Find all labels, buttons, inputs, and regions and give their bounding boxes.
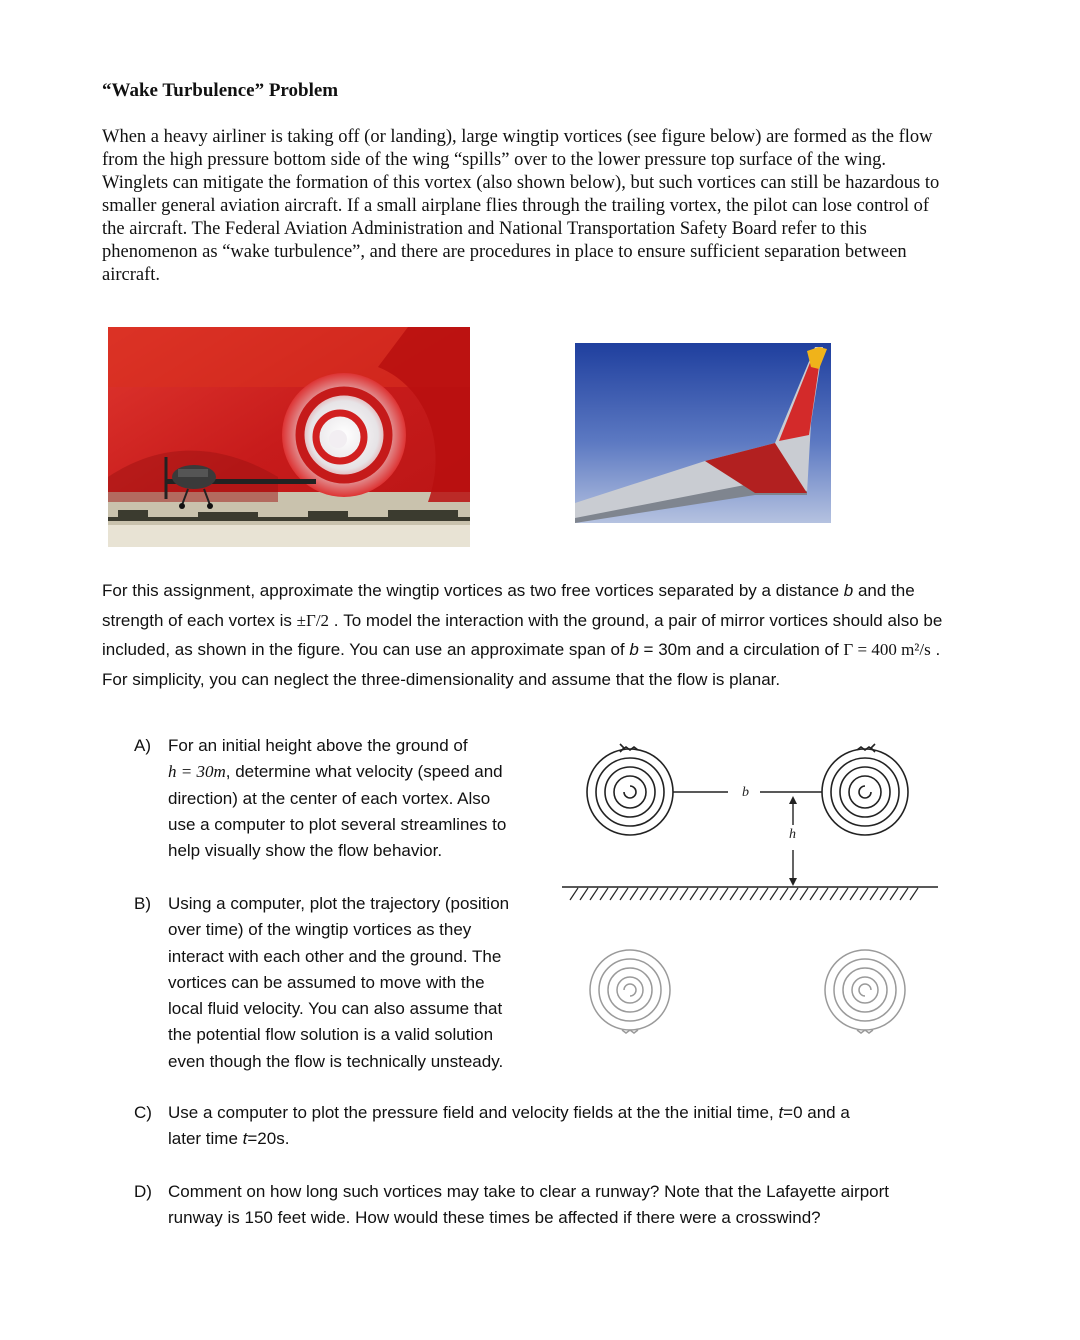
part-d-line-2: runway is 150 feet wide. How would these times be affected if there were a crosswind? xyxy=(168,1208,821,1228)
part-b-line-2: over time) of the wingtip vortices as they xyxy=(168,920,472,940)
part-b-line-6: the potential flow solution is a valid solution xyxy=(168,1025,494,1045)
assignment-text-5: . For simplicity, you can neglect the three-dimensionality and assume that the flow is planar. xyxy=(102,640,941,689)
assignment-text-2: and the strength of each vortex is xyxy=(102,581,915,630)
part-c-label: C) xyxy=(134,1103,152,1122)
assignment-text-4: = 30m and a circulation of xyxy=(638,640,844,659)
part-b-line-5: local fluid velocity. You can also assume that xyxy=(168,999,503,1019)
part-b-line-7: even though the flow is technically unsteady. xyxy=(168,1051,504,1071)
part-a-line-3: direction) at the center of each vortex. Also xyxy=(168,788,491,808)
time-symbol-2: t xyxy=(242,1129,248,1149)
left-mirror-vortex xyxy=(590,950,670,1033)
part-c xyxy=(134,1100,954,1160)
part-a-label: A) xyxy=(134,736,151,755)
part-d xyxy=(134,1179,964,1239)
part-a-line-4: use a computer to plot several streamlines to xyxy=(168,814,507,834)
part-b-line-1: Using a computer, plot the trajectory (position xyxy=(168,894,510,913)
b-dimension-label: b xyxy=(742,785,749,800)
part-a xyxy=(134,733,554,873)
part-d-label: D) xyxy=(134,1182,152,1201)
right-mirror-vortex xyxy=(825,950,905,1033)
right-vortex xyxy=(822,744,908,835)
wingtip-vortex-photo xyxy=(108,327,470,547)
part-d-line-1: Comment on how long such vortices may take to clear a runway? Note that the Lafayette airport xyxy=(168,1182,889,1201)
h-dimension-label: h xyxy=(789,827,796,842)
time-symbol-1: t xyxy=(778,1103,784,1122)
part-b-label: B) xyxy=(134,894,151,913)
part-a-line-2-text: , determine what velocity (speed and xyxy=(225,762,503,782)
part-a-line-5: help visually show the flow behavior. xyxy=(168,841,443,861)
part-b-line-4: vortices can be assumed to move with the xyxy=(168,972,485,992)
span-symbol: b xyxy=(843,581,854,600)
part-c-text-1: Use a computer to plot the pressure field and velocity fields at the the initial time, xyxy=(168,1103,779,1122)
circulation-value: Γ = 400 m²/s xyxy=(843,640,931,659)
vortex-strength: ±Γ/2 xyxy=(296,610,330,630)
part-b xyxy=(134,891,554,1081)
intro-paragraph: When a heavy airliner is taking off (or landing), large wingtip vortices (see figure below) are formed as the flow from the high pressure bottom side of the wing “spills” over to the lower pressure top surface of the wing. Winglets can mitigate the formation of this vortex (also shown below), but such vortices can still be hazardous to smaller general aviation aircraft. If a small airplane flies through the trailing vortex, the pilot can lose control of the aircraft. The Federal Aviation Administration and National Transportation Safety Board refer to this phenomenon as “wake turbulence”, and there are procedures in place to ensure sufficient separation between aircraft. xyxy=(102,127,940,285)
part-c-text-2: =0 and a xyxy=(783,1103,850,1122)
part-c-text-4: =20s. xyxy=(247,1129,290,1149)
span-symbol-2: b xyxy=(629,640,639,659)
part-c-line-2 xyxy=(168,1126,958,1152)
assignment-text-1: For this assignment, approximate the wingtip vortices as two free vortices separated by a distance xyxy=(102,581,844,600)
vortex-ground-diagram xyxy=(560,740,940,1050)
left-vortex xyxy=(587,744,673,835)
part-b-line-3: interact with each other and the ground. The xyxy=(168,946,502,966)
assignment-text-3: . To model the interaction with the ground, a pair of mirror vortices should also be included, as shown in the figure. You can use an approximate span of xyxy=(102,610,943,659)
part-c-line-1 xyxy=(168,1100,958,1126)
winglet-photo xyxy=(575,343,831,523)
assignment-paragraph xyxy=(102,576,952,694)
part-c-text-3: later time xyxy=(168,1129,243,1149)
initial-height: h = 30m xyxy=(168,762,226,782)
part-a-line-1: For an initial height above the ground of xyxy=(168,736,468,755)
part-a-line-2 xyxy=(168,759,558,785)
problem-title: “Wake Turbulence” Problem xyxy=(102,80,339,101)
